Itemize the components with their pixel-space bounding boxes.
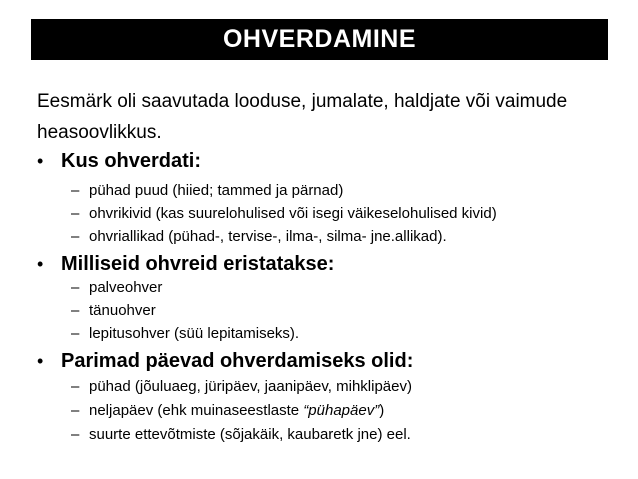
dash-marker: – <box>71 182 80 199</box>
list-item <box>71 302 156 319</box>
dash-marker: – <box>71 302 80 319</box>
dash-marker: – <box>71 378 80 395</box>
dash-marker: – <box>71 402 80 419</box>
list-item <box>71 205 497 222</box>
bullet-dot: • <box>37 351 44 371</box>
dash-marker: – <box>71 279 80 296</box>
text-segment: neljapäev (ehk muinaseestlaste <box>89 402 304 419</box>
intro-text: Eesmärk oli saavutada looduse, jumalate, haldjate või vaimude heasoovlikkus. <box>37 91 568 143</box>
bullet-heading: Milliseid ohvreid eristatakse: <box>61 253 335 275</box>
list-item <box>71 279 162 296</box>
list-item <box>71 182 343 199</box>
bullet-dot: • <box>37 151 44 171</box>
list-item-text: lepitusohver (süü lepitamiseks). <box>89 325 300 342</box>
text-segment: ) <box>379 402 385 419</box>
dash-marker: – <box>71 228 80 245</box>
bullet-offerings <box>37 253 334 276</box>
list-item <box>71 402 384 419</box>
list-item-text: ohvriallikad (pühad-, tervise-, ilma-, silma- jne.allikad). <box>89 228 447 245</box>
list-item-text <box>89 402 384 419</box>
dash-marker: – <box>71 325 80 342</box>
list-item <box>71 426 411 443</box>
slide-title: OHVERDAMINE <box>31 19 608 60</box>
list-item <box>71 378 412 395</box>
bullet-dot: • <box>37 254 44 274</box>
list-item-text: suurte ettevõtmiste (sõjakäik, kaubaretk jne) eel. <box>89 426 411 443</box>
dash-marker: – <box>71 205 80 222</box>
list-item-text: pühad puud (hiied; tammed ja pärnad) <box>89 182 344 199</box>
italic-segment: “pühapäev” <box>303 402 380 419</box>
list-item-text: pühad (jõuluaeg, jüripäev, jaanipäev, mihklipäev) <box>89 378 412 395</box>
bullet-heading: Kus ohverdati: <box>61 150 202 172</box>
list-item-text: ohvrikivid (kas suurelohulised või isegi väikeselohulised kivid) <box>89 205 497 222</box>
list-item-text: tänuohver <box>89 302 156 319</box>
list-item <box>71 325 299 342</box>
list-item-text: palveohver <box>89 279 163 296</box>
bullet-where <box>37 150 201 173</box>
dash-marker: – <box>71 426 80 443</box>
bullet-best-days <box>37 350 413 373</box>
bullet-heading: Parimad päevad ohverdamiseks olid: <box>61 350 414 372</box>
list-item <box>71 228 447 245</box>
